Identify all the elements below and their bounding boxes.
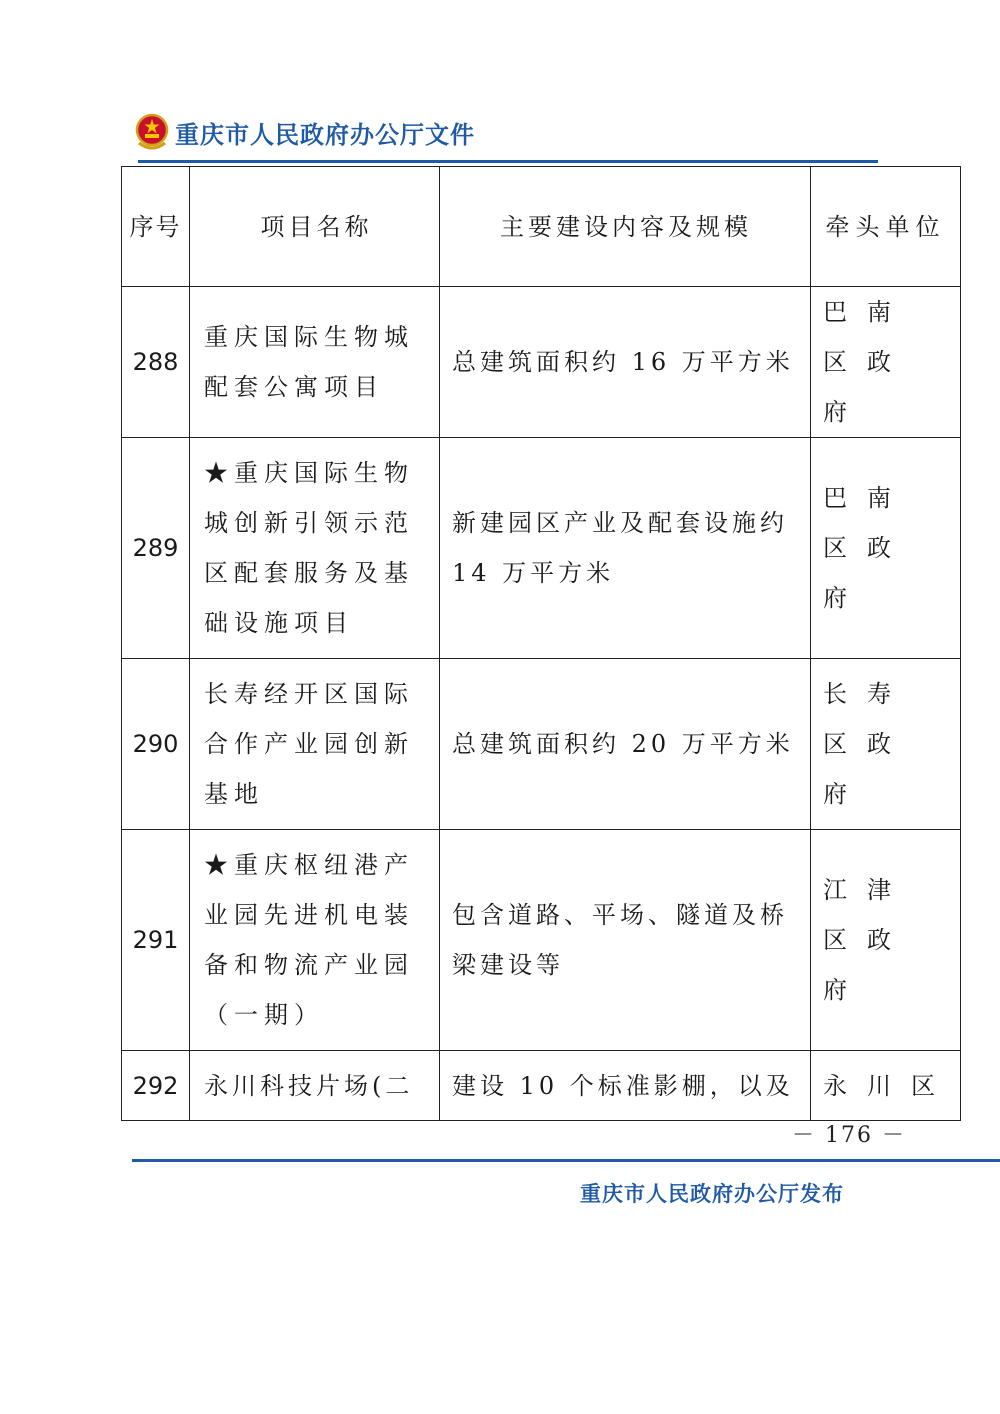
row-no: 292 — [122, 1051, 190, 1121]
row-no: 291 — [122, 830, 190, 1051]
national-emblem-icon — [135, 113, 169, 151]
row-content: 建设 10 个标准影棚，以及 — [440, 1051, 811, 1121]
row-content: 新建园区产业及配套设施约 14 万平方米 — [440, 438, 811, 659]
row-no: 290 — [122, 659, 190, 830]
header-title: 重庆市人民政府办公厅文件 — [175, 120, 475, 149]
table-row — [122, 830, 961, 1051]
footer-publisher: 重庆市人民政府办公厅发布 — [580, 1182, 844, 1206]
table-header-row — [122, 167, 961, 287]
table-row — [122, 287, 961, 438]
column-header-name: 项目名称 — [190, 167, 440, 287]
footer-divider — [132, 1159, 1000, 1162]
table-row — [122, 438, 961, 659]
row-no: 289 — [122, 438, 190, 659]
row-no: 288 — [122, 287, 190, 438]
row-content: 包含道路、平场、隧道及桥梁建设等 — [440, 830, 811, 1051]
row-unit: 巴南区政府 — [811, 287, 961, 438]
row-unit: 江津区政府 — [811, 830, 961, 1051]
row-name: 重庆国际生物城配套公寓项目 — [190, 287, 440, 438]
row-unit: 巴南区政府 — [811, 438, 961, 659]
document-header — [135, 110, 475, 154]
row-content: 总建筑面积约 20 万平方米 — [440, 659, 811, 830]
column-header-unit: 牵头单位 — [811, 167, 961, 287]
column-header-content: 主要建设内容及规模 — [440, 167, 811, 287]
row-content: 总建筑面积约 16 万平方米 — [440, 287, 811, 438]
column-header-no: 序号 — [122, 167, 190, 287]
page-number: － 176 － — [792, 1123, 906, 1148]
table-row — [122, 659, 961, 830]
project-table — [121, 166, 961, 1121]
header-divider — [138, 160, 878, 163]
row-name: ★重庆国际生物城创新引领示范区配套服务及基础设施项目 — [190, 438, 440, 659]
row-unit: 长寿区政府 — [811, 659, 961, 830]
row-name: 长寿经开区国际合作产业园创新基地 — [190, 659, 440, 830]
table-row — [122, 1051, 961, 1121]
row-unit: 永川区 — [811, 1051, 961, 1121]
row-name: 永川科技片场(二 — [190, 1051, 440, 1121]
row-name: ★重庆枢纽港产业园先进机电装备和物流产业园（一期） — [190, 830, 440, 1051]
